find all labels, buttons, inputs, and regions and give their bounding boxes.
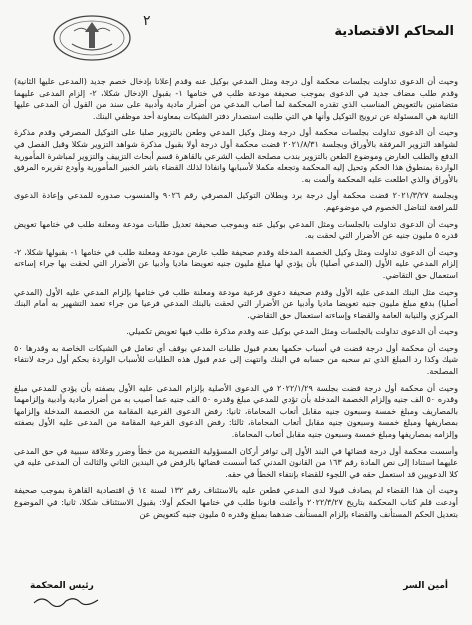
court-emblem	[52, 14, 132, 62]
paragraph: وحيث أن الدعوى تداولت بجلسات محكمة أول درجة ومثل وكيل المدعي وطعن بالتزوير صلبا على التوكيل المصرفي وقدم مذكرة لشواهد التزوير المرفقة بالأوراق وبجلسة ٢٠٢١/٨/٣١ قضت محكمة أول درجة أولا بقبول مذكرة شواهد التزوير شكلا وقبل الفصل في الدفع والطلب العارض وموضوع الطعن بالتزوير بندب مصلحة الطب الشرعي بالقاهرة قسم أبحاث التزييف والتزوير لمباشرة المأمورية الواردة بمنطوق هذا الحكم وتحيل إليه المحكمة وتجعله مكملا لأسبابها وانفاذا لذلك القضاء باشر الخبير المأمورية وأودع تقريره المرفق بالأوراق والذي اطلعت عليه المحكمة وألمت به.	[14, 127, 458, 184]
paragraph: وحيث أن الدعوى تداولت بالجلسات ومثل المدعي بوكيل عنه وقدم مذكرة طلب فيها تعويض تكميلي.	[126, 326, 458, 337]
paragraph: وحيث أن محكمة أول درجة قضت بجلسة ٢٠٢٢/١/٢٩ في الدعوى الأصلية بإلزام المدعى عليه الأول بصفته بأن يؤدي للمدعي مبلغ وقدره ٥٠ الف جنيه وإلزام الخصمة المدخلة بأن تؤدي للمدعي مبلغ وقدره ٥٠ الف جنيه عما أصيب به من أضرار مادية وأدبية وإلزامهما بالمصاريف ومبلغ خمسة وسبعون جنيه مقابل أتعاب المحاماة، ثانيا: رفض الدعوى الفرعية المقامة من الخصمة المدخلة وإلزامها بمصاريفها ومبلغ خمسة وسبعون جنيه مقابل أتعاب المحاماة، ثالثا: رفض الدعوى الفرعية المقامة من المدعى عليه الأول بصفته وإلزامه بمصاريفها ومبلغ خمسة وسبعون جنيه مقابل أتعاب المحاماة.	[14, 382, 458, 440]
paragraph: وحيث أن محكمة أول درجة قضت في أسباب حكمها بعدم قبول طلبات المدعي بوقف أي تعامل في الشيكات الخاصة به وقدرها ٥٠ شيك وكذا رد المبلغ الذي تم سحبه من حسابه في البنك وانتهت إلى عدم قبول هذه الطلبات للأسباب الواردة بحكم أول درجة لانتفاء المصلحة.	[14, 342, 458, 377]
paragraph: وبجلسة ٢٠٢١/٣/٢٧ قضت محكمة أول درجة برد وبطلان التوكيل المصرفي رقم ٩٠٢٦ والمنسوب صدوره للمدعي وإعادة الدعوى للمرافعة لتناضل الخصوم في موضوعهم.	[14, 190, 458, 212]
paragraph: وأسست محكمة أول درجة قضائها في البند الأول إلى توافر أركان المسؤولية التقصيرية من خطأ وضرر وعلاقة سببية في حق المدعى عليهما استنادا إلى نص المادة رقم ١٦٣ من القانون المدني كما أسست قضائها بالرفض في البندين الثاني والثالث أن المدعى عليه في كلا الدعويين قد استعمل حقه في اللجوء للقضاء بإنتفاء الخطأ في حقه.	[14, 445, 458, 479]
page-header	[0, 6, 472, 66]
paragraph: وحيث أن الدعوى تداولت بالجلسات ومثل المدعي بوكيل عنه وبموجب صحيفة تعديل طلبات مودعة ومعلنة طلب في ختامها تعويض قدره ٥ مليون جنيه عن الأضرار التي لحقت به.	[14, 218, 458, 241]
paragraph: وحيث أن الدعوى تداولت ومثل وكيل الخصمة المدخلة وقدم صحيفة طلب عارض مودعة ومعلنة طلب في ختامها ١- بقبولها شكلا، ٢- إلزام المدعي عليه الأول (المدعي أصليا) بأن يؤدي لها مبلغ مليون جنيه تعويضا ماديا وأدبيا عن الأضرار التي لحقت بها جراء إساءته استعمال حق التقاضي.	[14, 246, 458, 280]
page-footer	[14, 573, 458, 613]
president-label: رئيس المحكمة	[30, 581, 94, 591]
secretary-label: أمين السر	[403, 581, 448, 591]
judgment-body	[14, 76, 458, 582]
paragraph: وحيث أن الدعوى تداولت بجلسات محكمة أول درجة ومثل المدعي بوكيل عنه وقدم إعلانا بإدخال خصم جديد (المدعى عليها الثانية) وقدم طلب مضاف جديد في الدعوى بموجب صحيفة مودعة طلب في ختامها ١- بقبول الإدخال شكلا، ٢- إلزام المدعى عليهما متضامنين بالتعويض المناسب الذي تقدره المحكمة لما أصاب المدعي من أضرار مادية وأدبية على سند من القول أن المدعى عليها الثانية هي المسئولة عن ترويج التوكيل وأنها هي التي طلبت استصدار دفتر الشيكات بمعاونة أحد موظفي البنك.	[14, 76, 458, 121]
paragraph: وحيث أن هذا القضاء لم يصادف قبولا لدى المدعي فطعن عليه بالاستئناف رقم ١٣٢ لسنة ١٤ ق اقتصادية القاهرة بموجب صحيفة أودعت قلم كتاب المحكمة بتاريخ ٢٠٢٢/٣/٢٧ وأعلنت قانونا طلب في ختامها الحكم أولا: بقبول الاستئناف شكلا، ثانيا: في الموضوع بتعديل الحكم المستأنف والقضاء بإلزام المستأنف ضدهما بمبلغ وقدره ٥ مليون جنيه كتعويض عن	[14, 485, 458, 519]
court-title: المحاكم الاقتصادية	[334, 24, 454, 39]
top-mark: ٢	[143, 13, 151, 29]
paragraph: وحيث مثل البنك المدعى عليه الأول وقدم صحيفة دعوى فرعية مودعة ومعلنة طلب في ختامها بإلزام المدعي عليه الأول (المدعي أصليا) بدفع مبلغ مليون جنيه تعويضا ماديا وأدبيا عن الأضرار التي لحقت بالبنك المدعي فرعيا من جراء تعمد التشهير به أمام البنك المركزي والنيابة العامة والقضاء وإساءته استعمال حق التقاضي.	[14, 286, 458, 320]
signature-mark	[32, 593, 100, 607]
